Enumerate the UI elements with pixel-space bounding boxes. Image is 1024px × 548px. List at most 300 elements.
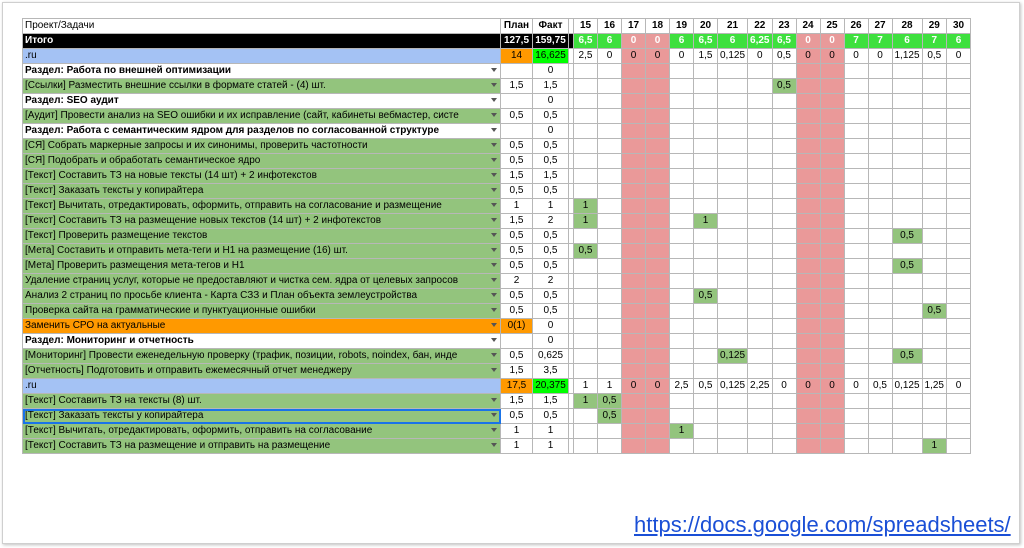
plan-cell[interactable]: 1: [501, 199, 533, 214]
day-cell[interactable]: [694, 304, 718, 319]
day-cell[interactable]: 1: [922, 439, 946, 454]
total-day-cell[interactable]: 0: [646, 34, 670, 49]
fact-cell[interactable]: 3,5: [533, 364, 569, 379]
day-cell[interactable]: [892, 139, 922, 154]
day-cell[interactable]: [598, 319, 622, 334]
day-cell[interactable]: [844, 184, 868, 199]
day-cell[interactable]: [820, 184, 844, 199]
fact-cell[interactable]: 1: [533, 424, 569, 439]
plan-cell[interactable]: [501, 334, 533, 349]
day-cell[interactable]: [718, 289, 748, 304]
day-cell[interactable]: [772, 124, 796, 139]
day-cell[interactable]: [772, 439, 796, 454]
day-cell[interactable]: 0,125: [718, 49, 748, 64]
dropdown-arrow-icon[interactable]: [491, 368, 497, 372]
dropdown-arrow-icon[interactable]: [491, 128, 497, 132]
day-cell[interactable]: [892, 334, 922, 349]
day-cell[interactable]: [844, 64, 868, 79]
day-cell[interactable]: 1: [574, 379, 598, 394]
day-cell[interactable]: [796, 424, 820, 439]
task-name-cell[interactable]: [23, 424, 501, 439]
day-cell[interactable]: 0: [844, 49, 868, 64]
plan-cell[interactable]: 1,5: [501, 364, 533, 379]
fact-cell[interactable]: 1,5: [533, 79, 569, 94]
day-cell[interactable]: [622, 274, 646, 289]
day-cell[interactable]: [820, 409, 844, 424]
task-name-cell[interactable]: [23, 64, 501, 79]
day-cell[interactable]: [922, 349, 946, 364]
fact-cell[interactable]: 1,5: [533, 169, 569, 184]
plan-cell[interactable]: 0,5: [501, 109, 533, 124]
day-cell[interactable]: [670, 79, 694, 94]
day-cell[interactable]: [796, 364, 820, 379]
day-cell[interactable]: [646, 139, 670, 154]
day-cell[interactable]: [574, 184, 598, 199]
day-cell[interactable]: [868, 199, 892, 214]
total-day-cell[interactable]: 6: [670, 34, 694, 49]
day-cell[interactable]: [796, 304, 820, 319]
day-cell[interactable]: [868, 409, 892, 424]
day-cell[interactable]: [622, 409, 646, 424]
day-cell[interactable]: 0,5: [892, 349, 922, 364]
day-cell[interactable]: [922, 79, 946, 94]
total-day-cell[interactable]: 6: [947, 34, 971, 49]
day-cell[interactable]: [820, 109, 844, 124]
dropdown-arrow-icon[interactable]: [491, 293, 497, 297]
day-cell[interactable]: 2,5: [670, 379, 694, 394]
day-cell[interactable]: [922, 64, 946, 79]
day-cell[interactable]: [868, 319, 892, 334]
day-cell[interactable]: [748, 64, 772, 79]
header-fact-cell[interactable]: Факт: [533, 19, 569, 34]
day-cell[interactable]: [622, 244, 646, 259]
day-cell[interactable]: [646, 349, 670, 364]
fact-cell[interactable]: 1: [533, 199, 569, 214]
day-cell[interactable]: [574, 169, 598, 184]
day-cell[interactable]: 0: [622, 49, 646, 64]
task-name-cell[interactable]: [23, 169, 501, 184]
day-cell[interactable]: [820, 169, 844, 184]
header-day-cell[interactable]: 27: [868, 19, 892, 34]
day-cell[interactable]: [844, 334, 868, 349]
day-cell[interactable]: [694, 199, 718, 214]
day-cell[interactable]: [748, 319, 772, 334]
day-cell[interactable]: [820, 289, 844, 304]
day-cell[interactable]: [796, 169, 820, 184]
day-cell[interactable]: [922, 94, 946, 109]
day-cell[interactable]: 0: [646, 49, 670, 64]
day-cell[interactable]: [574, 64, 598, 79]
day-cell[interactable]: [844, 274, 868, 289]
day-cell[interactable]: 0: [670, 49, 694, 64]
day-cell[interactable]: [748, 139, 772, 154]
task-name-cell[interactable]: [23, 154, 501, 169]
day-cell[interactable]: [748, 289, 772, 304]
day-cell[interactable]: [772, 199, 796, 214]
total-label-cell[interactable]: Итого: [23, 34, 501, 49]
day-cell[interactable]: [796, 274, 820, 289]
day-cell[interactable]: [772, 304, 796, 319]
fact-cell[interactable]: 20,375: [533, 379, 569, 394]
header-day-cell[interactable]: 24: [796, 19, 820, 34]
day-cell[interactable]: [772, 244, 796, 259]
day-cell[interactable]: [796, 154, 820, 169]
day-cell[interactable]: [868, 169, 892, 184]
day-cell[interactable]: [574, 349, 598, 364]
day-cell[interactable]: [892, 304, 922, 319]
day-cell[interactable]: [772, 169, 796, 184]
day-cell[interactable]: [646, 229, 670, 244]
day-cell[interactable]: [694, 439, 718, 454]
task-name-cell[interactable]: [23, 364, 501, 379]
day-cell[interactable]: [646, 184, 670, 199]
day-cell[interactable]: [622, 349, 646, 364]
day-cell[interactable]: [574, 409, 598, 424]
day-cell[interactable]: [670, 184, 694, 199]
day-cell[interactable]: [598, 154, 622, 169]
day-cell[interactable]: [670, 274, 694, 289]
day-cell[interactable]: [574, 289, 598, 304]
day-cell[interactable]: [718, 199, 748, 214]
fact-cell[interactable]: 0,5: [533, 289, 569, 304]
day-cell[interactable]: [718, 169, 748, 184]
day-cell[interactable]: [748, 409, 772, 424]
header-day-cell[interactable]: 29: [922, 19, 946, 34]
task-name-cell[interactable]: [23, 229, 501, 244]
day-cell[interactable]: [772, 289, 796, 304]
day-cell[interactable]: [820, 64, 844, 79]
plan-cell[interactable]: 0,5: [501, 259, 533, 274]
day-cell[interactable]: [574, 259, 598, 274]
day-cell[interactable]: [598, 304, 622, 319]
day-cell[interactable]: [694, 364, 718, 379]
fact-cell[interactable]: 1: [533, 439, 569, 454]
day-cell[interactable]: [947, 94, 971, 109]
day-cell[interactable]: [598, 229, 622, 244]
day-cell[interactable]: 0: [947, 379, 971, 394]
day-cell[interactable]: [868, 64, 892, 79]
day-cell[interactable]: 1,25: [922, 379, 946, 394]
day-cell[interactable]: [670, 229, 694, 244]
day-cell[interactable]: [947, 139, 971, 154]
dropdown-arrow-icon[interactable]: [491, 413, 497, 417]
day-cell[interactable]: [947, 199, 971, 214]
dropdown-arrow-icon[interactable]: [491, 338, 497, 342]
day-cell[interactable]: [796, 259, 820, 274]
day-cell[interactable]: [922, 424, 946, 439]
dropdown-arrow-icon[interactable]: [491, 83, 497, 87]
plan-cell[interactable]: 0,5: [501, 409, 533, 424]
day-cell[interactable]: 0,125: [718, 379, 748, 394]
dropdown-arrow-icon[interactable]: [491, 218, 497, 222]
day-cell[interactable]: [694, 394, 718, 409]
day-cell[interactable]: [718, 259, 748, 274]
day-cell[interactable]: [772, 349, 796, 364]
task-name-cell[interactable]: [23, 319, 501, 334]
day-cell[interactable]: [947, 349, 971, 364]
day-cell[interactable]: [868, 424, 892, 439]
day-cell[interactable]: [622, 79, 646, 94]
header-day-cell[interactable]: 21: [718, 19, 748, 34]
day-cell[interactable]: [718, 424, 748, 439]
day-cell[interactable]: [922, 184, 946, 199]
day-cell[interactable]: [922, 169, 946, 184]
fact-cell[interactable]: 0: [533, 124, 569, 139]
day-cell[interactable]: [868, 289, 892, 304]
day-cell[interactable]: [694, 244, 718, 259]
day-cell[interactable]: [892, 124, 922, 139]
plan-cell[interactable]: 0(1): [501, 319, 533, 334]
task-name-cell[interactable]: [23, 124, 501, 139]
task-name-cell[interactable]: [23, 109, 501, 124]
day-cell[interactable]: [670, 364, 694, 379]
day-cell[interactable]: [796, 139, 820, 154]
day-cell[interactable]: [844, 124, 868, 139]
day-cell[interactable]: [796, 244, 820, 259]
day-cell[interactable]: [772, 109, 796, 124]
day-cell[interactable]: 0,5: [922, 49, 946, 64]
day-cell[interactable]: [922, 139, 946, 154]
fact-cell[interactable]: 2: [533, 214, 569, 229]
day-cell[interactable]: [772, 184, 796, 199]
plan-cell[interactable]: 0,5: [501, 289, 533, 304]
dropdown-arrow-icon[interactable]: [491, 278, 497, 282]
day-cell[interactable]: [646, 409, 670, 424]
fact-cell[interactable]: 0,5: [533, 229, 569, 244]
day-cell[interactable]: [868, 274, 892, 289]
day-cell[interactable]: [844, 409, 868, 424]
day-cell[interactable]: [947, 439, 971, 454]
day-cell[interactable]: 0: [868, 49, 892, 64]
day-cell[interactable]: [820, 349, 844, 364]
day-cell[interactable]: [820, 439, 844, 454]
fact-cell[interactable]: 0,5: [533, 184, 569, 199]
day-cell[interactable]: [892, 244, 922, 259]
dropdown-arrow-icon[interactable]: [491, 428, 497, 432]
dropdown-arrow-icon[interactable]: [491, 353, 497, 357]
day-cell[interactable]: [670, 334, 694, 349]
day-cell[interactable]: [622, 259, 646, 274]
day-cell[interactable]: [748, 79, 772, 94]
header-day-cell[interactable]: 18: [646, 19, 670, 34]
day-cell[interactable]: [844, 214, 868, 229]
day-cell[interactable]: [574, 109, 598, 124]
day-cell[interactable]: [796, 349, 820, 364]
day-cell[interactable]: [718, 334, 748, 349]
task-name-cell[interactable]: [23, 394, 501, 409]
day-cell[interactable]: [622, 319, 646, 334]
day-cell[interactable]: [922, 364, 946, 379]
day-cell[interactable]: [598, 259, 622, 274]
day-cell[interactable]: [820, 394, 844, 409]
dropdown-arrow-icon[interactable]: [491, 308, 497, 312]
day-cell[interactable]: [718, 94, 748, 109]
dropdown-arrow-icon[interactable]: [491, 173, 497, 177]
day-cell[interactable]: [844, 244, 868, 259]
day-cell[interactable]: [772, 409, 796, 424]
day-cell[interactable]: [947, 169, 971, 184]
fact-cell[interactable]: 0,5: [533, 244, 569, 259]
fact-cell[interactable]: 0,5: [533, 154, 569, 169]
day-cell[interactable]: [772, 229, 796, 244]
plan-cell[interactable]: 0,5: [501, 304, 533, 319]
day-cell[interactable]: [622, 64, 646, 79]
day-cell[interactable]: [892, 409, 922, 424]
dropdown-arrow-icon[interactable]: [491, 188, 497, 192]
day-cell[interactable]: [694, 274, 718, 289]
day-cell[interactable]: 1: [694, 214, 718, 229]
day-cell[interactable]: [718, 109, 748, 124]
day-cell[interactable]: [694, 79, 718, 94]
day-cell[interactable]: [718, 214, 748, 229]
total-plan-cell[interactable]: 127,5: [501, 34, 533, 49]
fact-cell[interactable]: 16,625: [533, 49, 569, 64]
day-cell[interactable]: [694, 169, 718, 184]
day-cell[interactable]: [748, 334, 772, 349]
day-cell[interactable]: [748, 214, 772, 229]
day-cell[interactable]: [947, 214, 971, 229]
plan-cell[interactable]: 1,5: [501, 169, 533, 184]
day-cell[interactable]: [772, 334, 796, 349]
fact-cell[interactable]: 0,5: [533, 139, 569, 154]
day-cell[interactable]: [598, 439, 622, 454]
day-cell[interactable]: [598, 169, 622, 184]
day-cell[interactable]: 0,5: [694, 379, 718, 394]
day-cell[interactable]: [844, 139, 868, 154]
day-cell[interactable]: [748, 109, 772, 124]
day-cell[interactable]: [622, 184, 646, 199]
day-cell[interactable]: 0: [796, 379, 820, 394]
day-cell[interactable]: [820, 139, 844, 154]
day-cell[interactable]: [670, 109, 694, 124]
day-cell[interactable]: [922, 259, 946, 274]
day-cell[interactable]: [820, 94, 844, 109]
day-cell[interactable]: 0: [622, 379, 646, 394]
day-cell[interactable]: [646, 154, 670, 169]
day-cell[interactable]: 0: [796, 49, 820, 64]
total-day-cell[interactable]: 0: [820, 34, 844, 49]
day-cell[interactable]: [646, 289, 670, 304]
dropdown-arrow-icon[interactable]: [491, 398, 497, 402]
day-cell[interactable]: [622, 229, 646, 244]
day-cell[interactable]: 0,125: [892, 379, 922, 394]
day-cell[interactable]: [820, 304, 844, 319]
day-cell[interactable]: [796, 319, 820, 334]
plan-cell[interactable]: 0,5: [501, 244, 533, 259]
day-cell[interactable]: 1: [670, 424, 694, 439]
day-cell[interactable]: [574, 274, 598, 289]
day-cell[interactable]: [947, 109, 971, 124]
day-cell[interactable]: [922, 124, 946, 139]
day-cell[interactable]: [694, 94, 718, 109]
day-cell[interactable]: [947, 244, 971, 259]
day-cell[interactable]: 1: [574, 394, 598, 409]
day-cell[interactable]: [694, 229, 718, 244]
day-cell[interactable]: [748, 364, 772, 379]
day-cell[interactable]: [646, 319, 670, 334]
total-day-cell[interactable]: 6: [892, 34, 922, 49]
day-cell[interactable]: [718, 124, 748, 139]
day-cell[interactable]: [922, 214, 946, 229]
day-cell[interactable]: [922, 109, 946, 124]
day-cell[interactable]: [892, 109, 922, 124]
day-cell[interactable]: [694, 349, 718, 364]
day-cell[interactable]: [748, 124, 772, 139]
task-name-cell[interactable]: [23, 289, 501, 304]
day-cell[interactable]: [646, 124, 670, 139]
day-cell[interactable]: [670, 394, 694, 409]
day-cell[interactable]: [598, 124, 622, 139]
day-cell[interactable]: [748, 424, 772, 439]
header-day-cell[interactable]: 16: [598, 19, 622, 34]
plan-cell[interactable]: 0,5: [501, 154, 533, 169]
day-cell[interactable]: [622, 94, 646, 109]
day-cell[interactable]: [598, 139, 622, 154]
day-cell[interactable]: [892, 364, 922, 379]
day-cell[interactable]: [670, 154, 694, 169]
day-cell[interactable]: 0,5: [892, 229, 922, 244]
day-cell[interactable]: [868, 109, 892, 124]
day-cell[interactable]: [844, 259, 868, 274]
day-cell[interactable]: [748, 274, 772, 289]
fact-cell[interactable]: 0,5: [533, 259, 569, 274]
day-cell[interactable]: [796, 79, 820, 94]
day-cell[interactable]: [718, 64, 748, 79]
day-cell[interactable]: [646, 274, 670, 289]
fact-cell[interactable]: 1,5: [533, 394, 569, 409]
day-cell[interactable]: 0,5: [892, 259, 922, 274]
day-cell[interactable]: [892, 274, 922, 289]
day-cell[interactable]: [922, 319, 946, 334]
plan-cell[interactable]: 1: [501, 439, 533, 454]
day-cell[interactable]: [598, 199, 622, 214]
day-cell[interactable]: [646, 259, 670, 274]
day-cell[interactable]: [947, 319, 971, 334]
plan-cell[interactable]: 0,5: [501, 229, 533, 244]
day-cell[interactable]: [646, 394, 670, 409]
day-cell[interactable]: [844, 79, 868, 94]
day-cell[interactable]: [748, 154, 772, 169]
header-day-cell[interactable]: 30: [947, 19, 971, 34]
total-day-cell[interactable]: 0: [622, 34, 646, 49]
day-cell[interactable]: [646, 109, 670, 124]
header-day-cell[interactable]: 19: [670, 19, 694, 34]
task-name-cell[interactable]: [23, 259, 501, 274]
day-cell[interactable]: [796, 64, 820, 79]
day-cell[interactable]: [892, 289, 922, 304]
day-cell[interactable]: [772, 154, 796, 169]
day-cell[interactable]: 0: [598, 49, 622, 64]
day-cell[interactable]: [947, 259, 971, 274]
day-cell[interactable]: [892, 79, 922, 94]
day-cell[interactable]: [622, 199, 646, 214]
plan-cell[interactable]: 0,5: [501, 139, 533, 154]
day-cell[interactable]: [820, 424, 844, 439]
day-cell[interactable]: [922, 289, 946, 304]
dropdown-arrow-icon[interactable]: [491, 443, 497, 447]
day-cell[interactable]: [892, 94, 922, 109]
day-cell[interactable]: [622, 394, 646, 409]
day-cell[interactable]: [772, 139, 796, 154]
day-cell[interactable]: [646, 424, 670, 439]
day-cell[interactable]: [574, 364, 598, 379]
day-cell[interactable]: [868, 184, 892, 199]
day-cell[interactable]: [670, 439, 694, 454]
day-cell[interactable]: [947, 364, 971, 379]
day-cell[interactable]: [947, 304, 971, 319]
day-cell[interactable]: [574, 139, 598, 154]
day-cell[interactable]: 0,5: [868, 379, 892, 394]
